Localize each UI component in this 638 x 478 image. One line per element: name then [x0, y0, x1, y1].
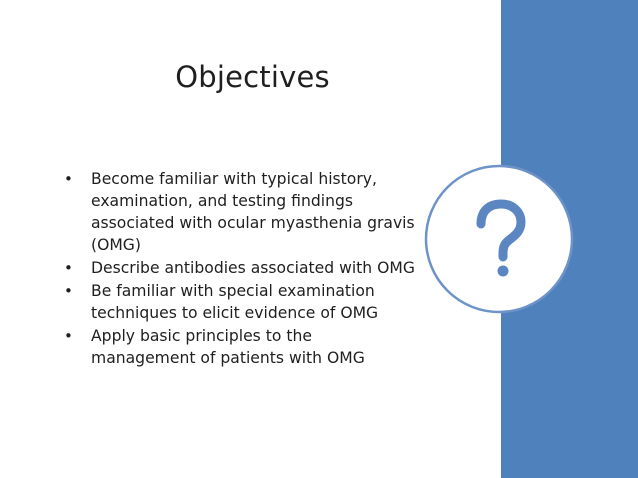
bullet-marker: • [64, 282, 73, 300]
list-item-text: Apply basic principles to the management of patients with OMG [91, 327, 365, 367]
list-item [58, 257, 418, 279]
slide-title: Objectives [175, 60, 330, 94]
list-item [58, 325, 418, 369]
list-item-text: Describe antibodies associated with OMG [91, 259, 415, 277]
bullet-marker: • [64, 259, 73, 277]
list-item [58, 168, 418, 256]
objectives-list [58, 168, 418, 369]
list-item-text: Be familiar with special examination techniques to elicit evidence of OMG [91, 282, 379, 322]
question-mark-icon [424, 164, 574, 314]
bullet-marker: • [64, 327, 73, 345]
list-item-text: Become familiar with typical history, examination, and testing findings associated with ocular myasthenia gravis (OMG) [91, 170, 415, 254]
list-item [58, 280, 418, 324]
bullet-marker: • [64, 170, 73, 188]
